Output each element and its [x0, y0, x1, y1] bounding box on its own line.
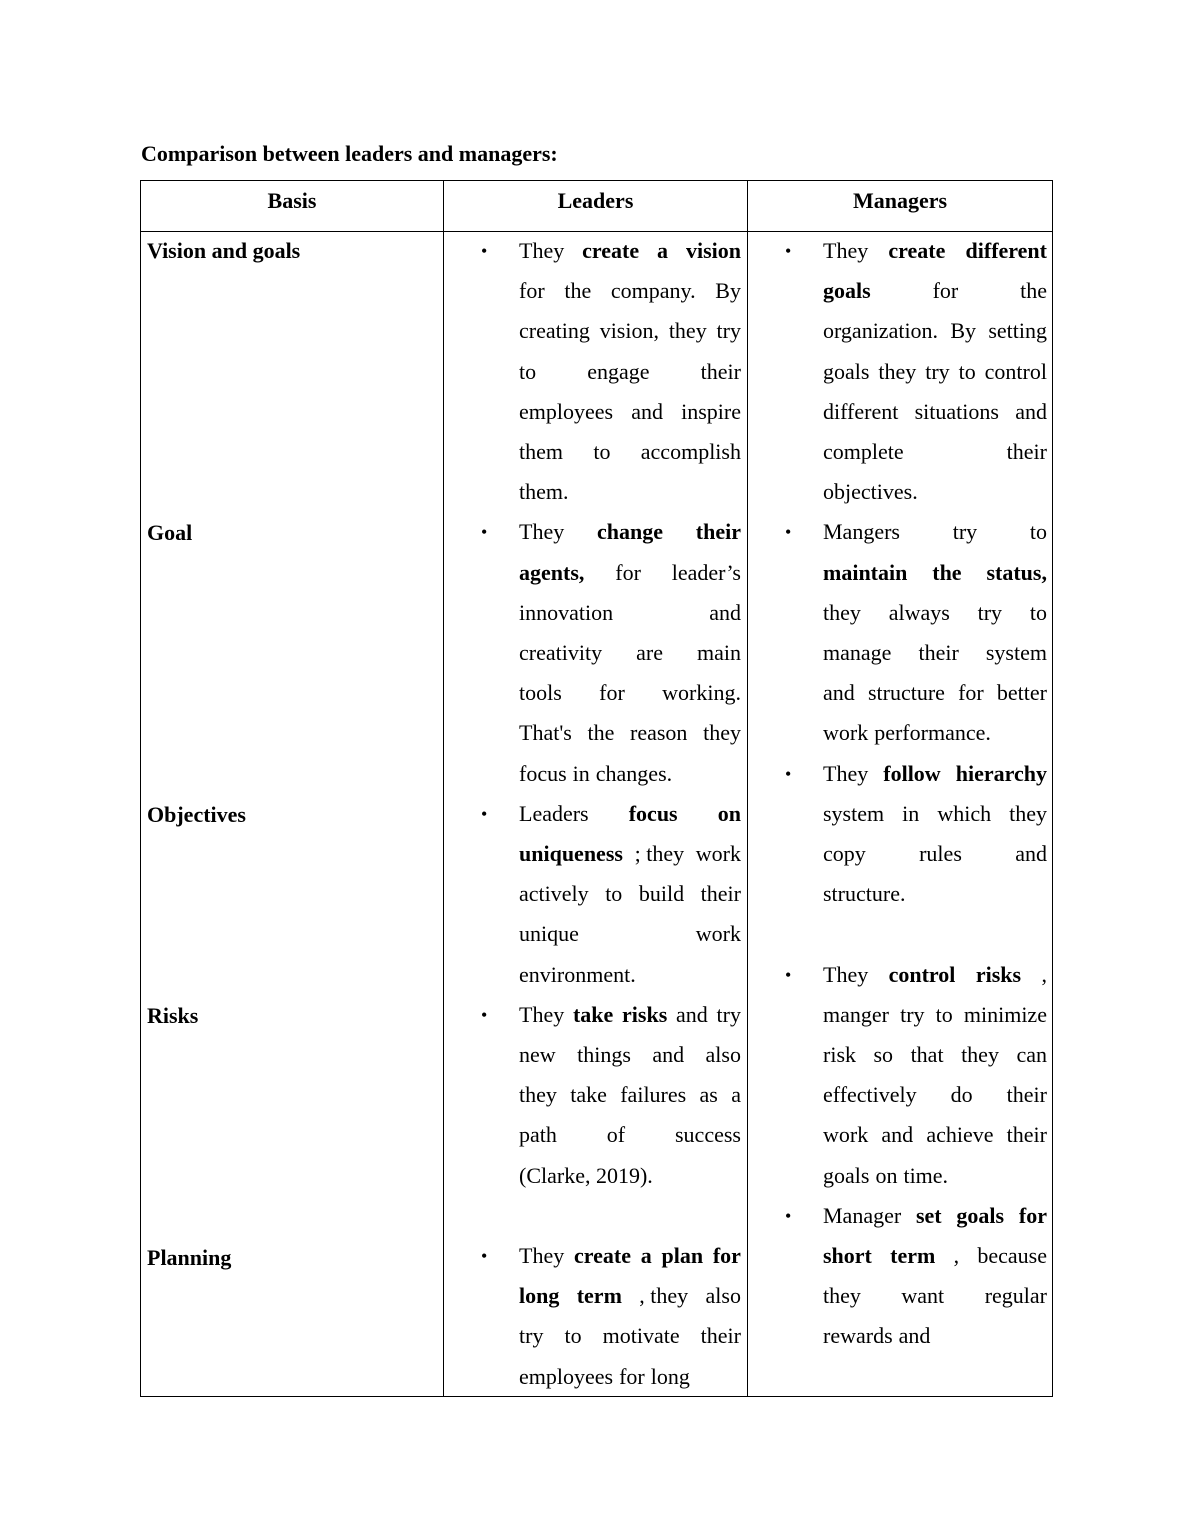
word: control [984, 358, 1047, 384]
word: Mangers [823, 519, 900, 545]
word: path [519, 1122, 557, 1148]
leaders-item-line [519, 1243, 741, 1269]
word: always [888, 599, 950, 625]
word: rules [919, 841, 962, 866]
word: also [705, 1283, 741, 1309]
word: to [564, 1323, 582, 1349]
managers-item-line [823, 1002, 1047, 1028]
word: they [668, 318, 707, 344]
word: new [519, 1042, 556, 1067]
word: Manager [823, 1202, 902, 1228]
word: they [703, 720, 741, 746]
word: complete [823, 439, 904, 464]
word: risks [622, 1001, 668, 1027]
word: the [1020, 278, 1047, 304]
word: engage [587, 358, 650, 384]
word: They [519, 519, 565, 545]
word: unique [519, 921, 579, 947]
word: build [638, 881, 685, 907]
word: in [572, 760, 590, 786]
word: try [952, 519, 978, 545]
word: the [587, 720, 615, 746]
word: They [519, 1001, 565, 1027]
leaders-item-line [519, 720, 741, 746]
basis-objectives: Objectives [147, 802, 246, 827]
word: better [996, 680, 1047, 706]
word: They [823, 961, 869, 987]
managers-item-line [823, 399, 1047, 425]
word: to [935, 1001, 953, 1027]
leaders-item-line [519, 399, 741, 425]
word: failures [620, 1082, 687, 1108]
word: status, [986, 559, 1047, 585]
managers-item-line [823, 1283, 1047, 1309]
word: try [716, 318, 741, 344]
word: for [958, 680, 984, 706]
word: they [878, 358, 917, 384]
leaders-item-line [519, 359, 741, 385]
word: their [1006, 1122, 1047, 1148]
word: for [619, 1363, 645, 1389]
word: time. [903, 1162, 949, 1188]
word: changes. [595, 760, 673, 786]
word: focus [519, 760, 567, 786]
word: goals [956, 1202, 1005, 1228]
word: goals [823, 1162, 870, 1188]
managers-item-line [823, 1243, 1047, 1269]
word: structure [867, 680, 945, 706]
word: try [716, 1001, 741, 1027]
word: for [1018, 1202, 1047, 1228]
word: rewards [823, 1323, 893, 1349]
column-divider-2 [747, 181, 748, 1396]
word: employees [519, 398, 614, 424]
word: employees [519, 1363, 614, 1389]
word: as [699, 1082, 718, 1108]
word: regular [984, 1283, 1047, 1309]
word: That's [519, 720, 572, 746]
leaders-item-line [519, 1002, 741, 1028]
managers-item-line [823, 278, 1047, 304]
word: creating [519, 318, 590, 344]
word: create [582, 238, 640, 263]
managers-item-line [823, 640, 1047, 666]
word: them [519, 439, 563, 464]
managers-item-line [823, 841, 1047, 867]
word: to [605, 881, 623, 907]
word: By [950, 318, 977, 344]
word: (Clarke, 2019). [519, 1162, 653, 1188]
word: , [1041, 961, 1047, 987]
word: create [573, 1243, 631, 1268]
managers-item-line [823, 1323, 1047, 1349]
word: are [636, 640, 663, 665]
managers-item-line [823, 238, 1047, 264]
word: to [519, 358, 537, 384]
word: structure. [823, 881, 906, 907]
word: on [717, 800, 741, 826]
word: their [1006, 1082, 1047, 1108]
word: manger [823, 1001, 889, 1027]
leaders-item-line [519, 238, 741, 264]
leaders-item-line [519, 801, 741, 827]
word: By [715, 278, 741, 304]
header-basis: Basis [267, 188, 317, 213]
managers-bullet-icon: • [785, 763, 792, 784]
word: vision, [599, 318, 659, 344]
word: to [958, 358, 976, 384]
word: ; they [634, 841, 685, 866]
word: them. [519, 479, 569, 505]
word: risk [823, 1042, 856, 1067]
word: working. [662, 680, 741, 706]
word: they [823, 599, 861, 625]
word: take [572, 1001, 614, 1027]
word: copy [823, 841, 866, 866]
word: motivate [602, 1323, 680, 1349]
word: and [823, 680, 855, 706]
word: inspire [681, 398, 741, 424]
leaders-item-line [519, 761, 741, 787]
word: their [700, 881, 741, 907]
word: goals [823, 358, 870, 384]
word: to [1029, 519, 1047, 545]
managers-item-line [823, 1203, 1047, 1229]
word: a [731, 1082, 741, 1108]
word: and [898, 1323, 931, 1349]
leaders-item-line [519, 479, 741, 505]
managers-item-line [823, 801, 1047, 827]
leaders-item-line [519, 680, 741, 706]
word: and [676, 1001, 708, 1027]
word: success [675, 1122, 741, 1148]
word: actively [519, 881, 589, 907]
leaders-bullet-icon: • [481, 522, 488, 543]
managers-bullet-icon: • [785, 241, 792, 261]
word: to [1029, 599, 1047, 625]
managers-item-line [823, 560, 1047, 586]
word: for [519, 278, 545, 304]
managers-item-line [823, 479, 1047, 505]
managers-item-line [823, 318, 1047, 344]
word: take [570, 1082, 607, 1108]
word: and [881, 1122, 914, 1148]
leaders-item-line [519, 1163, 741, 1189]
word: uniqueness [519, 841, 623, 866]
word: different [965, 238, 1047, 263]
word: the [564, 278, 592, 304]
word: a [640, 1243, 652, 1268]
word: try [977, 599, 1003, 625]
word: reason [630, 720, 688, 746]
comparison-table [140, 180, 1053, 1397]
basis-goal: Goal [147, 520, 193, 545]
word: they [823, 1283, 861, 1309]
managers-item-line [823, 680, 1047, 706]
word: that [910, 1042, 944, 1067]
word: follow [883, 760, 941, 786]
word: because [977, 1243, 1047, 1268]
header-managers: Managers [852, 188, 948, 213]
word: their [1006, 439, 1047, 464]
word: try [900, 1001, 925, 1027]
leaders-bullet-icon: • [481, 803, 488, 824]
word: their [700, 358, 741, 384]
word: term [890, 1243, 936, 1268]
word: creativity [519, 640, 603, 665]
word: They [519, 1243, 565, 1268]
word: agents, [519, 559, 585, 585]
word: in [902, 800, 920, 826]
word: accomplish [640, 439, 741, 464]
word: and [709, 599, 741, 625]
word: set [915, 1202, 942, 1228]
word: , [953, 1243, 960, 1268]
leaders-item-line [519, 519, 741, 545]
word: maintain [823, 559, 908, 585]
leaders-bullet-icon: • [481, 241, 488, 261]
word: also [705, 1042, 741, 1067]
word: term [576, 1283, 622, 1309]
word: risks [975, 961, 1022, 987]
leaders-item-line [519, 881, 741, 907]
document-title: Comparison between leaders and managers: [141, 141, 558, 166]
word: change [597, 519, 663, 545]
managers-item-line [823, 519, 1047, 545]
leaders-item-line [519, 1283, 741, 1309]
word: , they [639, 1283, 689, 1309]
leaders-item-line [519, 1122, 741, 1148]
managers-bullet-icon: • [785, 522, 792, 543]
leaders-item-line [519, 962, 741, 988]
managers-item-line [823, 1163, 1047, 1189]
word: focus [628, 800, 678, 826]
leaders-item-line [519, 1323, 741, 1349]
leaders-bullet-icon: • [481, 1246, 488, 1266]
word: main [697, 640, 741, 665]
managers-item-line [823, 1122, 1047, 1148]
word: effectively [823, 1082, 917, 1108]
word: the [932, 559, 962, 585]
word: plan [661, 1243, 704, 1268]
basis-risks: Risks [147, 1003, 199, 1028]
header-leaders: Leaders [557, 188, 634, 213]
word: work [695, 841, 741, 866]
word: environment. [519, 961, 636, 987]
leaders-item-line [519, 278, 741, 304]
word: They [823, 238, 869, 263]
word: their [918, 640, 959, 665]
word: so [873, 1042, 894, 1067]
managers-bullet-icon: • [785, 964, 792, 985]
word: control [888, 961, 956, 987]
word: can [1016, 1042, 1047, 1067]
word: of [606, 1122, 626, 1148]
word: organization. [823, 318, 939, 344]
word: long [519, 1283, 560, 1309]
word: try [925, 358, 950, 384]
leaders-bullet-icon: • [481, 1004, 488, 1025]
word: their [695, 519, 741, 545]
leaders-item-line [519, 640, 741, 666]
leaders-item-line [519, 1042, 741, 1068]
word: tools [519, 680, 562, 706]
word: for [712, 1243, 741, 1268]
word: goals [823, 278, 871, 304]
word: and [1015, 398, 1047, 424]
word: to [593, 439, 611, 464]
managers-item-line [823, 359, 1047, 385]
word: They [823, 760, 869, 786]
word: work [823, 1122, 869, 1148]
leaders-item-line [519, 841, 741, 867]
word: and [631, 398, 663, 424]
word: different [823, 398, 899, 424]
word: long [650, 1363, 690, 1389]
word: work [823, 720, 869, 746]
managers-item-line [823, 600, 1047, 626]
word: achieve [926, 1122, 994, 1148]
basis-planning: Planning [147, 1245, 232, 1270]
word: and [652, 1042, 685, 1067]
header-divider [141, 231, 1052, 232]
word: minimize [963, 1001, 1047, 1027]
word: they [1009, 800, 1047, 826]
leaders-item-line [519, 1082, 741, 1108]
managers-item-line [823, 1042, 1047, 1068]
word: on [875, 1162, 898, 1188]
word: leader’s [671, 559, 741, 585]
word: hierarchy [955, 760, 1047, 786]
word: objectives. [823, 479, 918, 505]
column-divider-1 [443, 181, 444, 1396]
word: for [615, 559, 641, 585]
word: Leaders [519, 800, 589, 826]
word: and [1015, 841, 1047, 866]
word: try [519, 1323, 544, 1349]
managers-item-line [823, 962, 1047, 988]
managers-bullet-icon: • [785, 1205, 792, 1226]
word: they [961, 1042, 999, 1067]
word: for [599, 680, 625, 706]
leaders-item-line [519, 439, 741, 465]
word: system [985, 640, 1047, 665]
leaders-item-line [519, 560, 741, 586]
managers-item-line [823, 439, 1047, 465]
word: want [901, 1283, 945, 1309]
basis-vision-and-goals: Vision and goals [147, 238, 301, 263]
word: a [657, 238, 669, 263]
word: vision [685, 238, 741, 263]
word: situations [914, 398, 999, 424]
word: They [519, 238, 565, 263]
word: innovation [519, 599, 614, 625]
word: things [577, 1042, 631, 1067]
leaders-item-line [519, 1364, 741, 1390]
word: for [932, 278, 959, 304]
leaders-item-line [519, 600, 741, 626]
word: company. [610, 278, 696, 304]
managers-item-line [823, 1082, 1047, 1108]
managers-item-line [823, 881, 1047, 907]
managers-item-line [823, 761, 1047, 787]
managers-item-line [823, 720, 1047, 746]
word: short [823, 1243, 872, 1268]
word: work [695, 921, 741, 947]
leaders-item-line [519, 318, 741, 344]
word: they [519, 1082, 557, 1108]
word: setting [988, 318, 1047, 344]
leaders-item-line [519, 921, 741, 947]
word: performance. [874, 720, 991, 746]
word: create [888, 238, 946, 263]
word: their [700, 1323, 741, 1349]
word: manage [823, 640, 892, 665]
word: system [823, 800, 885, 826]
word: do [950, 1082, 973, 1108]
word: which [937, 800, 992, 826]
